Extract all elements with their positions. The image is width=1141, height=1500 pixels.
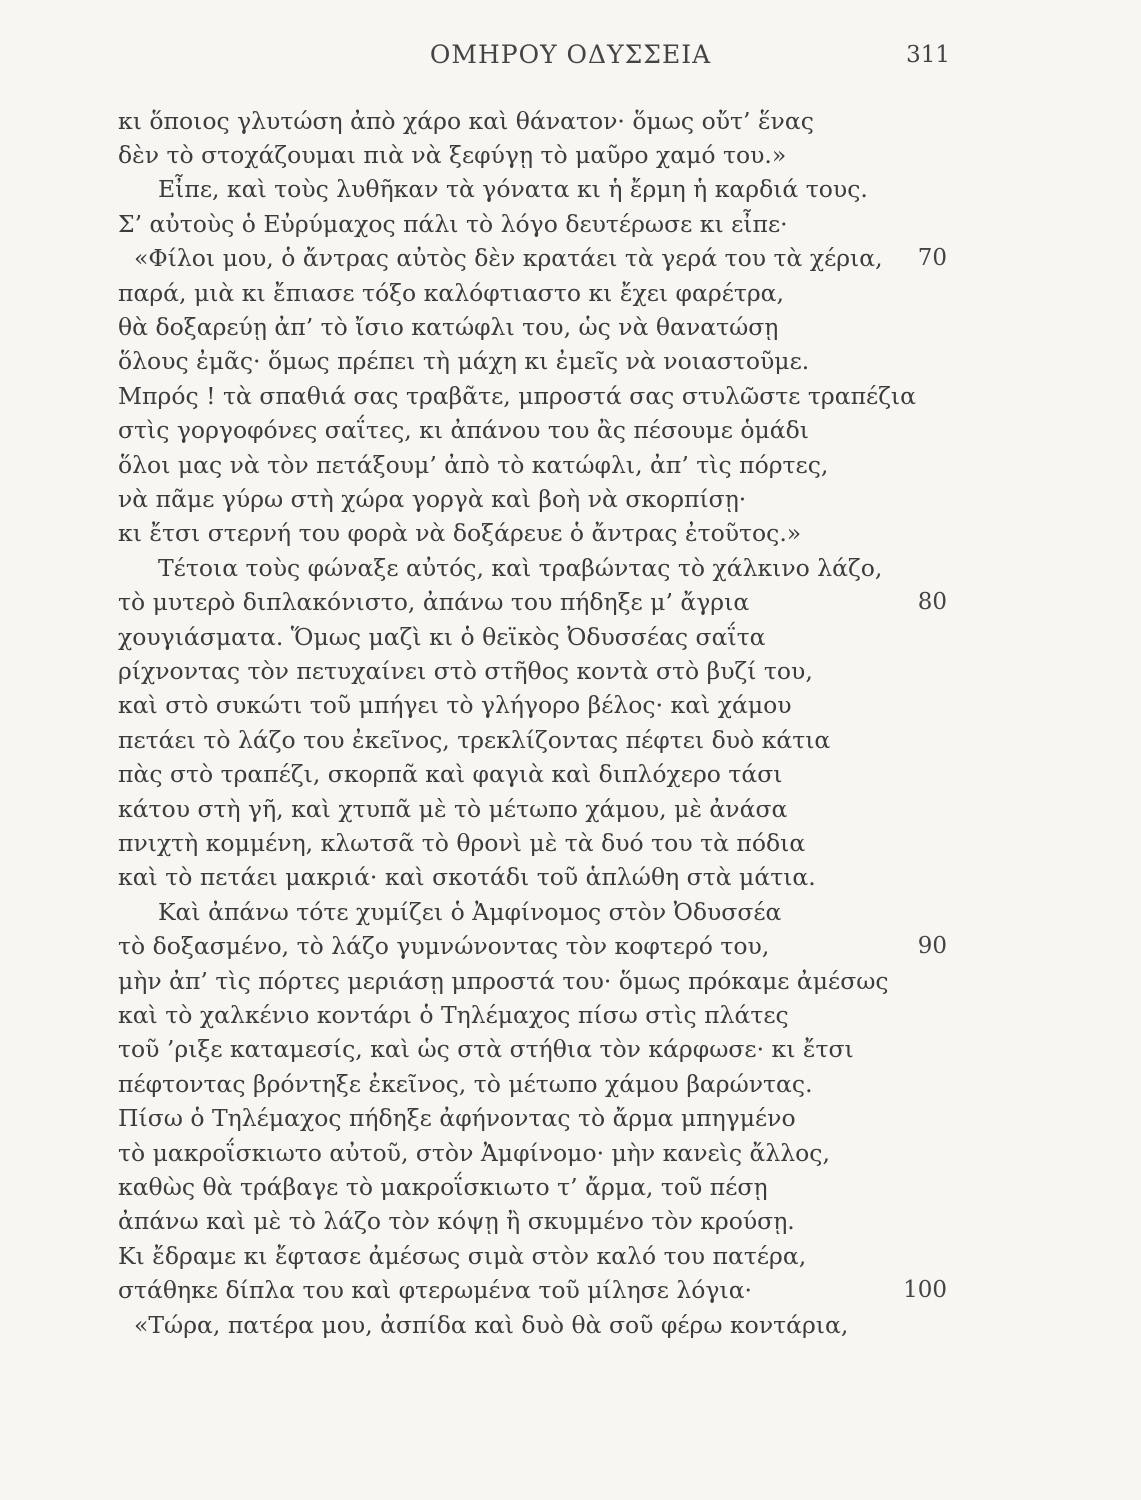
- verse-line: τὸ δοξασμένο, τὸ λάζο γυμνώνοντας τὸν κοφτερό του,: [118, 932, 770, 960]
- verse-line: καὶ τὸ χαλκένιο κοντάρι ὁ Τηλέμαχος πίσω στὶς πλάτες: [118, 1001, 789, 1029]
- verse-line: ἀπάνω καὶ μὲ τὸ λάζο τὸν κόψῃ ἢ σκυμμένο τὸν κρούσῃ.: [118, 1207, 795, 1235]
- verse-line: θὰ δοξαρεύῃ ἀπ’ τὸ ἴσιο κατώφλι του, ὡς νὰ θανατώσῃ: [118, 313, 779, 341]
- verse-line: μὴν ἀπ’ τὶς πόρτες μεριάσῃ μπροστά του· ὅμως πρόκαμε ἀμέσως: [118, 967, 889, 995]
- verse-line: χουγιάσματα. Ὅμως μαζὶ κι ὁ θεϊκὸς Ὀδυσσέας σαΐτα: [118, 623, 766, 651]
- verse-line: κι ἔτσι στερνή του φορὰ νὰ δοξάρευε ὁ ἄντρας ἐτοῦτος.»: [118, 519, 802, 547]
- verse-line: Εἶπε, καὶ τοὺς λυθῆκαν τὰ γόνατα κι ἡ ἔρμη ἡ καρδιά τους.: [158, 175, 868, 203]
- verse-line: πνιχτὴ κομμένη, κλωτσᾶ τὸ θρονὶ μὲ τὰ δυό του τὰ πόδια: [118, 829, 806, 857]
- verse-line: πέφτοντας βρόντηξε ἐκεῖνος, τὸ μέτωπο χάμου βαρώντας.: [118, 1070, 813, 1098]
- verse-line: τοῦ ’ριξε καταμεσίς, καὶ ὡς στὰ στήθια τὸν κάρφωσε· κι ἔτσι: [118, 1035, 854, 1063]
- verse-line: «Τώρα, πατέρα μου, ἀσπίδα καὶ δυὸ θὰ σοῦ φέρω κοντάρια,: [134, 1311, 849, 1339]
- verse-line: Κι ἔδραμε κι ἔφτασε ἀμέσως σιμὰ στὸν καλό του πατέρα,: [118, 1242, 807, 1270]
- verse-line: Καὶ ἀπάνω τότε χυμίζει ὁ Ἀμφίνομος στὸν Ὀδυσσέα: [158, 898, 782, 926]
- verse-line: καθὼς θὰ τράβαγε τὸ μακροΐσκιωτο τ’ ἄρμα, τοῦ πέσῃ: [118, 1173, 768, 1201]
- verse-line: ρίχνοντας τὸν πετυχαίνει στὸ στῆθος κοντὰ στὸ βυζί του,: [118, 657, 813, 685]
- line-number: 100: [903, 1277, 947, 1303]
- verse-line: νὰ πᾶμε γύρω στὴ χώρα γοργὰ καὶ βοὴ νὰ σκορπίσῃ·: [118, 485, 747, 513]
- verse-line: πετάει τὸ λάζο του ἐκεῖνος, τρεκλίζοντας πέφτει δυὸ κάτια: [118, 726, 831, 754]
- verse-line: «Φίλοι μου, ὁ ἄντρας αὐτὸς δὲν κρατάει τὰ γερά του τὰ χέρια,: [134, 244, 883, 272]
- verse-line: Πίσω ὁ Τηλέμαχος πήδηξε ἀφήνοντας τὸ ἄρμα μπηγμένο: [118, 1104, 796, 1132]
- verse-line: κι ὅποιος γλυτώση ἀπὸ χάρο καὶ θάνατον· ὅμως οὔτ’ ἕνας: [118, 107, 814, 135]
- verse-line: καὶ στὸ συκώτι τοῦ μπήγει τὸ γλήγορο βέλος· καὶ χάμου: [118, 691, 792, 719]
- verse-line: τὸ μακροΐσκιωτο αὐτοῦ, στὸν Ἀμφίνομο· μὴν κανεὶς ἄλλος,: [118, 1139, 830, 1167]
- page-number: 311: [906, 42, 950, 68]
- verse-line: Σ’ αὐτοὺς ὁ Εὐρύμαχος πάλι τὸ λόγο δευτέρωσε κι εἶπε·: [118, 210, 788, 238]
- line-number: 80: [917, 589, 947, 615]
- verse-line: ὅλοι μας νὰ τὸν πετάξουμ’ ἀπὸ τὸ κατώφλι, ἀπ’ τὶς πόρτες,: [118, 451, 829, 479]
- verse-line: στάθηκε δίπλα του καὶ φτερωμένα τοῦ μίλησε λόγια·: [118, 1276, 753, 1304]
- verse-line: πὰς στὸ τραπέζι, σκορπᾶ καὶ φαγιὰ καὶ διπλόχερο τάσι: [118, 760, 783, 788]
- line-number: 90: [917, 933, 947, 959]
- verse-line: δὲν τὸ στοχάζουμαι πιὰ νὰ ξεφύγῃ τὸ μαῦρο χαμό του.»: [118, 141, 787, 169]
- verse-line: ὅλους ἐμᾶς· ὅμως πρέπει τὴ μάχη κι ἐμεῖς νὰ νοιαστοῦμε.: [118, 347, 810, 375]
- verse-line: Τέτοια τοὺς φώναξε αὐτός, καὶ τραβώντας τὸ χάλκινο λάζο,: [158, 554, 883, 582]
- verse-line: τὸ μυτερὸ διπλακόνιστο, ἀπάνω του πήδηξε μ’ ἄγρια: [118, 588, 750, 616]
- verse-line: Μπρός ! τὰ σπαθιά σας τραβᾶτε, μπροστά σας στυλῶστε τραπέζια: [118, 382, 917, 410]
- verse-line: καὶ τὸ πετάει μακριά· καὶ σκοτάδι τοῦ ἁπλώθη στὰ μάτια.: [118, 863, 816, 891]
- verse-line: στὶς γοργοφόνες σαΐτες, κι ἀπάνου του ἂς πέσουμε ὁμάδι: [118, 416, 810, 444]
- running-title: ΟΜΗΡΟΥ ΟΔΥΣΣΕΙΑ: [429, 40, 712, 69]
- verse-line: παρά, μιὰ κι ἔπιασε τόξο καλόφτιαστο κι ἔχει φαρέτρα,: [118, 279, 785, 307]
- line-number: 70: [917, 245, 947, 271]
- verse-line: κάτου στὴ γῆ, καὶ χτυπᾶ μὲ τὸ μέτωπο χάμου, μὲ ἀνάσα: [118, 795, 788, 823]
